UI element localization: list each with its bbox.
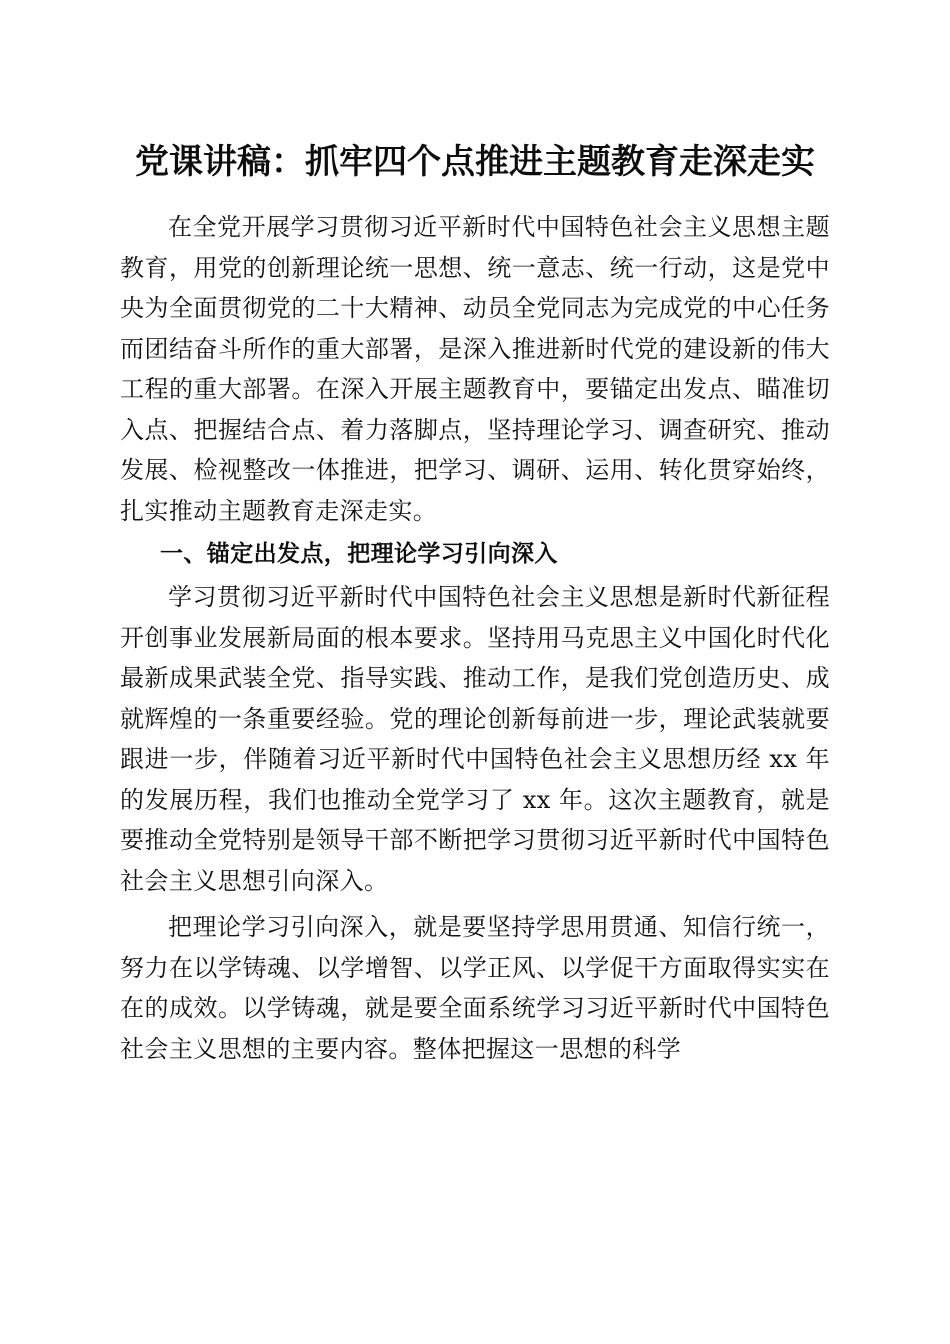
section-paragraph-2: 把理论学习引向深入，就是要坚持学思用贯通、知信行统一，努力在以学铸魂、以学增智、以学正风、以学促干方面取得实实在在的成效。以学铸魂，就是要全面系统学习习近平新时代中国特色社会主义思想的主要内容。整体把握这一思想的科学 xyxy=(120,913,830,1063)
intro-paragraph: 在全党开展学习贯彻习近平新时代中国特色社会主义思想主题教育，用党的创新理论统一思想、统一意志、统一行动，这是党中央为全面贯彻党的二十大精神、动员全党同志为完成党的中心任务而团结奋斗所作的重大部署，是深入推进新时代党的建设新的伟大工程的重大部署。在深入开展主题教育中，要锚定出发点、瞄准切入点、把握结合点、着力落脚点，坚持理论学习、调查研究、推动发展、检视整改一体推进，把学习、调研、运用、转化贯穿始终，扎实推动主题教育走深走实。 xyxy=(120,213,830,525)
document-body xyxy=(120,207,830,1069)
document-title: 党课讲稿：抓牢四个点推进主题教育走深走实 xyxy=(135,142,815,182)
section-paragraph-1: 学习贯彻习近平新时代中国特色社会主义思想是新时代新征程开创事业发展新局面的根本要求。坚持用马克思主义中国化时代化最新成果武装全党、指导实践、推动工作，是我们党创造历史、成就辉煌的一条重要经验。党的理论创新每前进一步，理论武装就要跟进一步，伴随着习近平新时代中国特色社会主义思想历经 xx 年的发展历程，我们也推动全党学习了 xx 年。这次主题教育，就是要推动全党特别是领导干部不断把学习贯彻习近平新时代中国特色社会主义思想引向深入。 xyxy=(120,583,830,895)
section-heading: 一、锚定出发点，把理论学习引向深入 xyxy=(160,541,558,567)
